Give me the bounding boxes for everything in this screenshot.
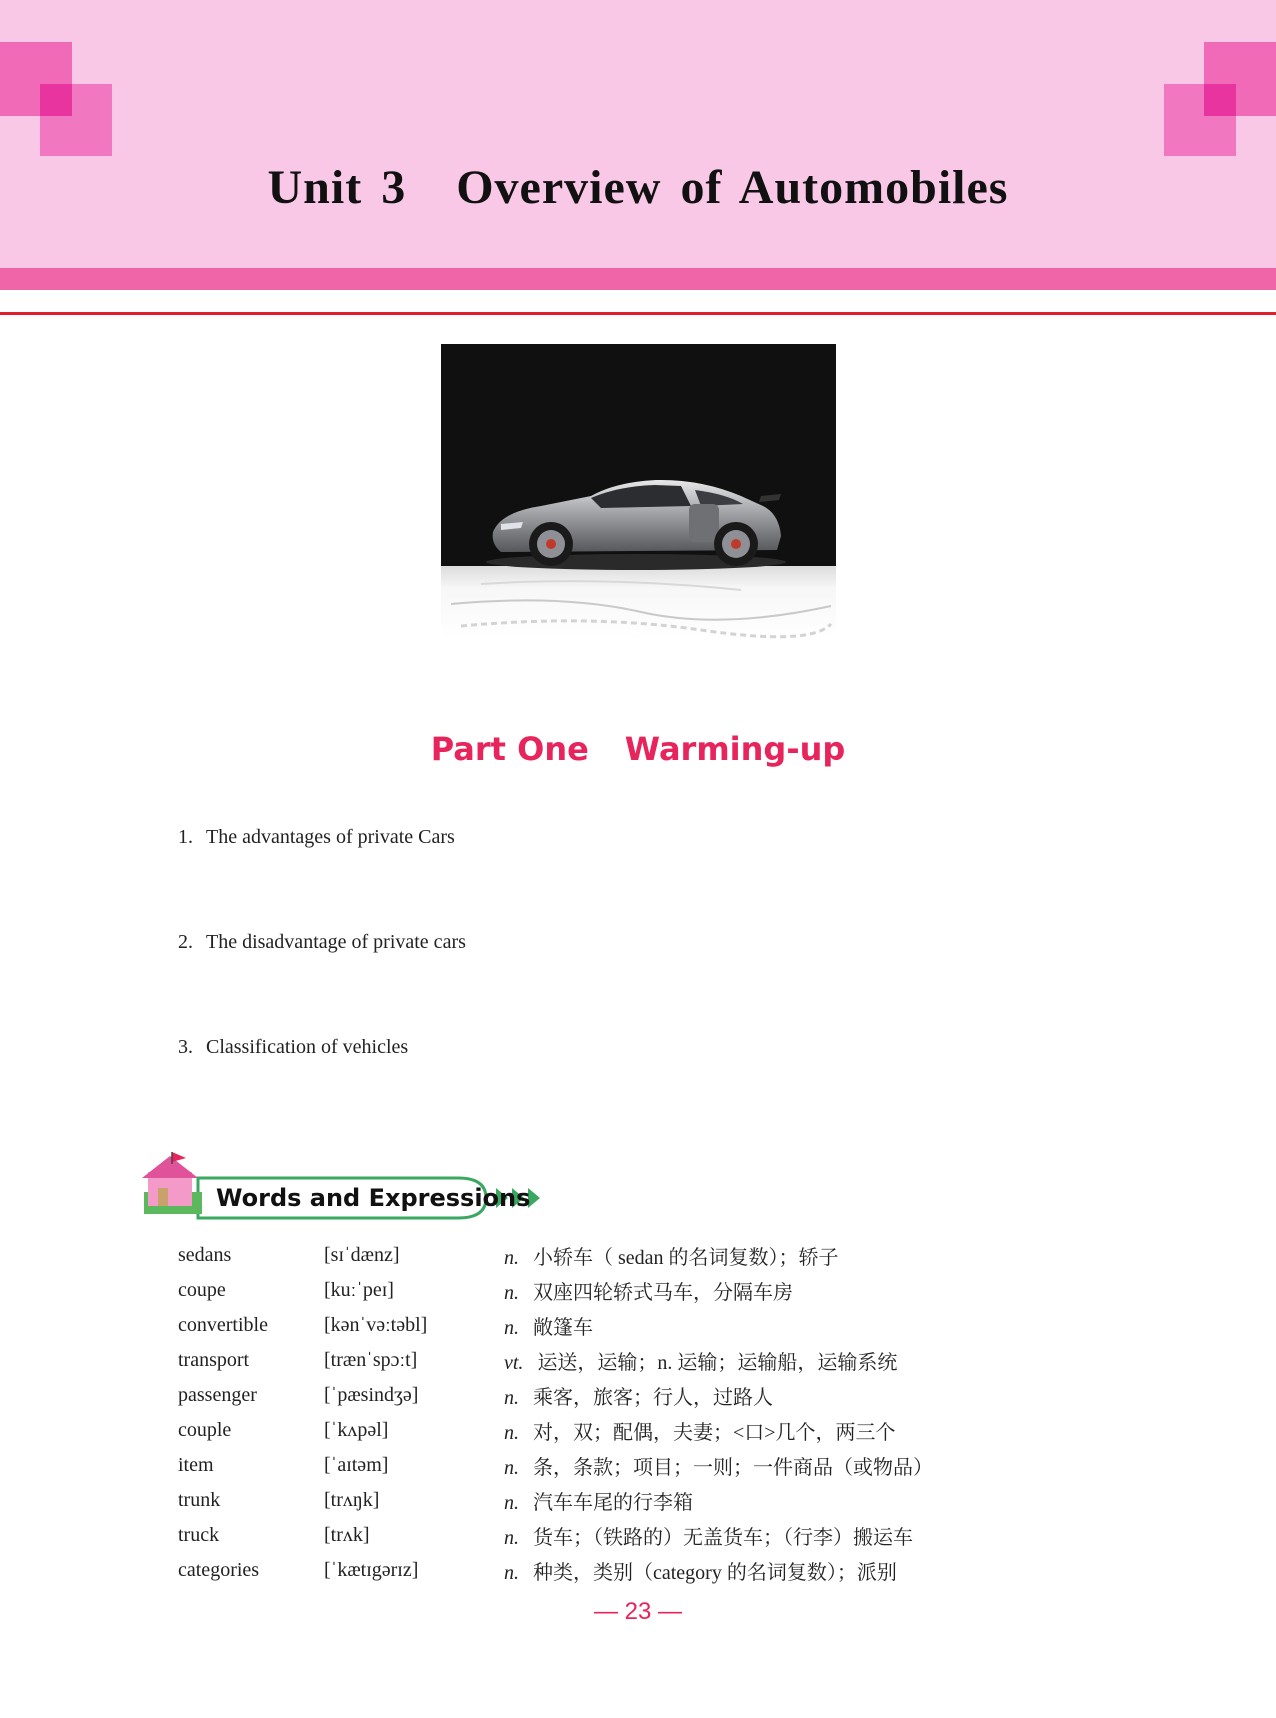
vocab-meaning: 双座四轮轿式马车，分隔车房: [533, 1282, 793, 1304]
vocab-row: [178, 1448, 1178, 1483]
header-rule: [0, 312, 1276, 315]
question-number: 2.: [178, 931, 193, 953]
vocab-word: item: [178, 1454, 214, 1476]
vocab-meaning: 种类，类别（category 的名词复数）；派别: [533, 1562, 897, 1584]
vocab-definition: [504, 1553, 1178, 1588]
unit-title-text: Overview of Automobiles: [456, 161, 1009, 214]
vocab-phonetic: [trænˈspɔːt]: [324, 1349, 418, 1371]
vocab-definition: [504, 1448, 1178, 1483]
vocab-phonetic: [ˈkætɪgərɪz]: [324, 1559, 419, 1581]
vocabulary-table: [178, 1238, 1178, 1588]
vocab-phonetic: [kuːˈpeɪ]: [324, 1279, 394, 1301]
unit-label: Unit 3: [267, 161, 407, 214]
question-number: 1.: [178, 826, 193, 848]
vocab-row: [178, 1273, 1178, 1308]
vocab-pos: n.: [504, 1247, 519, 1269]
vocab-pos: n.: [504, 1562, 519, 1584]
vocab-phonetic: [ˈpæsindʒə]: [324, 1384, 419, 1406]
question-number: 3.: [178, 1036, 193, 1058]
words-section-title: Words and Expressions: [216, 1184, 531, 1212]
question-item: [178, 826, 455, 849]
vocab-pos: n.: [504, 1282, 519, 1304]
vocab-pos: n.: [504, 1317, 519, 1339]
vocab-word: passenger: [178, 1384, 257, 1406]
question-item: [178, 931, 466, 954]
vocab-phonetic: [trʌŋk]: [324, 1489, 380, 1511]
house-icon: [142, 1152, 202, 1214]
vocab-definition: [504, 1308, 1178, 1343]
page-number: — 23 —: [593, 1598, 683, 1625]
vocab-meaning: 货车；（铁路的）无盖货车；（行李）搬运车: [533, 1527, 913, 1549]
header-band: [0, 268, 1276, 290]
vocab-meaning: 对，双；配偶，夫妻；<口>几个，两三个: [533, 1422, 896, 1444]
question-text: The advantages of private Cars: [206, 826, 455, 848]
vocab-meaning: 小轿车（ sedan 的名词复数）；轿子: [533, 1247, 839, 1269]
vocab-definition: [504, 1518, 1178, 1553]
vocab-definition: [504, 1343, 1178, 1378]
vocab-word: convertible: [178, 1314, 268, 1336]
vocab-word: transport: [178, 1349, 250, 1371]
part-title: Warming-up: [624, 730, 846, 768]
vocab-pos: n.: [504, 1387, 519, 1409]
vocab-row: [178, 1553, 1178, 1588]
vocab-meaning: 敞篷车: [533, 1317, 593, 1339]
car-photo: [441, 344, 836, 640]
vocab-row: [178, 1343, 1178, 1378]
vocab-definition: [504, 1273, 1178, 1308]
vocab-definition: [504, 1483, 1178, 1518]
vocab-row: [178, 1238, 1178, 1273]
unit-title: [0, 160, 1276, 215]
vocab-word: coupe: [178, 1279, 226, 1301]
vocab-phonetic: [trʌk]: [324, 1524, 370, 1546]
question-item: [178, 1036, 408, 1059]
vocab-row: [178, 1308, 1178, 1343]
vocab-phonetic: [ˈaɪtəm]: [324, 1454, 389, 1476]
vocab-pos: n.: [504, 1527, 519, 1549]
part-label: Part One: [430, 730, 589, 768]
vocab-pos: n.: [504, 1492, 519, 1514]
decor-square-right-overlap: [1204, 84, 1236, 116]
vocab-phonetic: [kənˈvəːtəbl]: [324, 1314, 428, 1336]
vocab-definition: [504, 1378, 1178, 1413]
question-text: The disadvantage of private cars: [206, 931, 466, 953]
vocab-row: [178, 1413, 1178, 1448]
vocab-word: sedans: [178, 1244, 232, 1266]
vocab-meaning: 乘客，旅客；行人，过路人: [533, 1387, 773, 1409]
vocab-word: truck: [178, 1524, 220, 1546]
vocab-meaning: 汽车车尾的行李箱: [533, 1492, 693, 1514]
vocab-meaning: 条，条款；项目；一则；一件商品（或物品）: [533, 1457, 933, 1479]
header-banner: [0, 0, 1276, 270]
question-text: Classification of vehicles: [206, 1036, 409, 1058]
vocab-row: [178, 1518, 1178, 1553]
vocab-row: [178, 1483, 1178, 1518]
vocab-phonetic: [ˈkʌpəl]: [324, 1419, 389, 1441]
vocab-word: categories: [178, 1559, 260, 1581]
vocab-row: [178, 1378, 1178, 1413]
vocab-phonetic: [sɪˈdænz]: [324, 1244, 400, 1266]
vocab-pos: vt.: [504, 1352, 524, 1374]
part-heading: [0, 730, 1276, 768]
vocab-definition: [504, 1413, 1178, 1448]
vocab-word: trunk: [178, 1489, 221, 1511]
vocab-meaning: 运送，运输；n. 运输；运输船，运输系统: [537, 1352, 898, 1374]
decor-square-left-overlap: [40, 84, 72, 116]
vocab-word: couple: [178, 1419, 232, 1441]
vocab-pos: n.: [504, 1422, 519, 1444]
vocab-pos: n.: [504, 1457, 519, 1479]
vocab-definition: [504, 1238, 1178, 1273]
